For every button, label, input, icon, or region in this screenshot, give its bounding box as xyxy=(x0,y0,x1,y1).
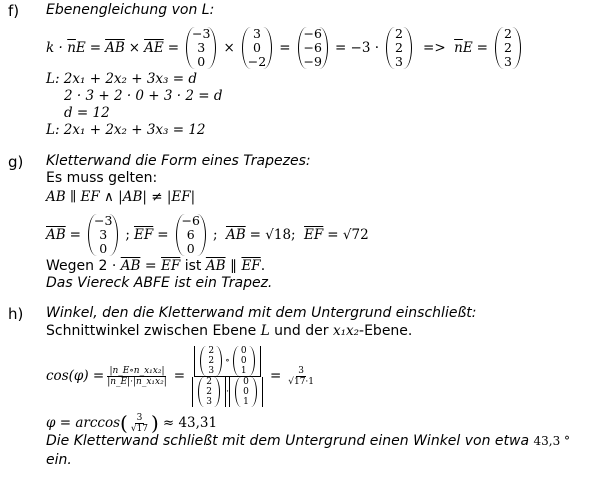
f-line-2: 2 · 3 + 2 · 0 + 3 · 2 = d xyxy=(64,88,223,104)
ef: $\overline{EF}$ xyxy=(133,227,154,243)
f-title: Ebenengleichung von L: xyxy=(46,2,215,18)
ab: $\overline{AB}$ xyxy=(46,227,66,243)
x1x2: x₁x₂ xyxy=(332,323,360,339)
ab: $\overline{AB}$ xyxy=(225,227,246,243)
g-must: Es muss gelten: xyxy=(46,170,158,186)
g-vectors: $\overline{AB}$ = −3 3 0 ; $\overline{EF}$ = −6 6 0 ; $\overline{AB}$ = √18; $\overline{EF}$ = √72 xyxy=(46,213,369,256)
vector-ab: −3 3 0 xyxy=(88,214,118,256)
ab: $\overline{AB}$ xyxy=(205,258,226,274)
sub-e: E xyxy=(462,40,473,56)
vector-normal: 2 2 3 xyxy=(495,27,521,69)
arccos: φ = arccos xyxy=(46,415,121,431)
label-h: h) xyxy=(8,305,24,323)
g-wegen xyxy=(46,258,265,274)
l: L xyxy=(260,323,270,339)
label-f: f) xyxy=(8,2,20,20)
fraction-general: $\frac{\text{|n\_E∘n\_x₁x₂|}}{\text{|n\_E|·|n\_x₁x₂|}}$ xyxy=(107,365,167,387)
text: = xyxy=(144,258,157,274)
ef: $\overline{EF}$ xyxy=(161,258,181,274)
times: × xyxy=(128,40,141,56)
label-g: g) xyxy=(8,153,24,171)
text: ist xyxy=(184,258,202,274)
approx-value: ≈ 43,31 xyxy=(162,415,218,431)
cos: cos(φ) = xyxy=(46,368,105,384)
times: × xyxy=(223,40,235,56)
text: Die Kletterwand schließt mit dem Untergrund einen Winkel von etwa xyxy=(46,433,530,449)
implies: => xyxy=(423,40,446,56)
n-e: $\overline{n}$ xyxy=(454,40,463,56)
f-cross-product xyxy=(46,22,524,74)
fraction-phi: $\frac{3}{√17}$ xyxy=(130,412,149,434)
ab: $\overline{AB}$ xyxy=(120,258,141,274)
ab: $\overline{AB}$ xyxy=(105,40,125,56)
text: Schnittwinkel zwischen Ebene xyxy=(46,323,257,339)
fraction-result: $\frac{3}{√17\cdot 1}$ xyxy=(288,365,315,387)
vector-scaled: 2 2 3 xyxy=(386,27,412,69)
text: . xyxy=(260,258,266,274)
ae: $\overline{AE}$ xyxy=(144,40,164,56)
sep: ; xyxy=(212,227,218,243)
vector-ef: −6 6 0 xyxy=(176,214,206,256)
ef: $\overline{EF}$ xyxy=(241,258,261,274)
h-conclusion-2: ein. xyxy=(46,452,72,468)
sub-e: E xyxy=(75,40,86,56)
f-line-3: d = 12 xyxy=(64,105,110,121)
h-title: Winkel, den die Kletterwand mit dem Untergrund einschließt: xyxy=(46,305,477,321)
f-line-4: L: 2x₁ + 2x₂ + 3x₃ = 12 xyxy=(46,122,206,138)
sep: ; xyxy=(125,227,130,243)
angle: 43,3 ° xyxy=(533,434,571,448)
vector-result: −6 −6 −9 xyxy=(298,27,328,69)
eq: = xyxy=(167,40,179,56)
g-conclusion: Das Viereck ABFE ist ein Trapez. xyxy=(46,275,273,291)
h-subtitle xyxy=(46,323,412,339)
g-title: Kletterwand die Form eines Trapezes: xyxy=(46,153,311,169)
text: Wegen 2 · xyxy=(46,258,117,274)
vector-ae: 3 0 −2 xyxy=(242,27,272,69)
h-phi: φ = arccos ( $\frac{3}{√17}$ ) ≈ 43,31 xyxy=(46,411,218,435)
g-condition: AB ∥ EF ∧ |AB| ≠ |EF| xyxy=(46,189,196,205)
text: und der xyxy=(274,323,329,339)
eq: = xyxy=(279,40,291,56)
fraction-vectors: 2 2 3 ∘ 0 0 1 2 2 3 · 0 0 1 xyxy=(192,346,263,407)
ef: $\overline{EF}$ xyxy=(304,227,324,243)
length-ef: = √72 xyxy=(327,227,369,243)
vector-ab: −3 3 0 xyxy=(186,27,216,69)
f-line-1: L: 2x₁ + 2x₂ + 3x₃ = d xyxy=(46,71,197,87)
text: -Ebene. xyxy=(359,323,413,339)
eq: = xyxy=(476,40,488,56)
eq: = xyxy=(89,40,102,56)
n-e: $\overline{n}$ xyxy=(67,40,76,56)
k: k · xyxy=(46,40,63,56)
text: ∥ xyxy=(230,258,237,274)
factor: = −3 · xyxy=(334,40,380,56)
h-conclusion xyxy=(46,433,570,449)
length-ab: = √18; xyxy=(249,227,296,243)
h-cos-equation: cos(φ) = $\frac{\text{|n\_E∘n\_x₁x₂|}}{\text{|n\_E|·|n\_x₁x₂|}}$ = 2 2 3 ∘ 0 0 1 2 2 3 · 0 0 1 = $\frac{3}{√17\cdot 1}$ xyxy=(46,345,315,407)
